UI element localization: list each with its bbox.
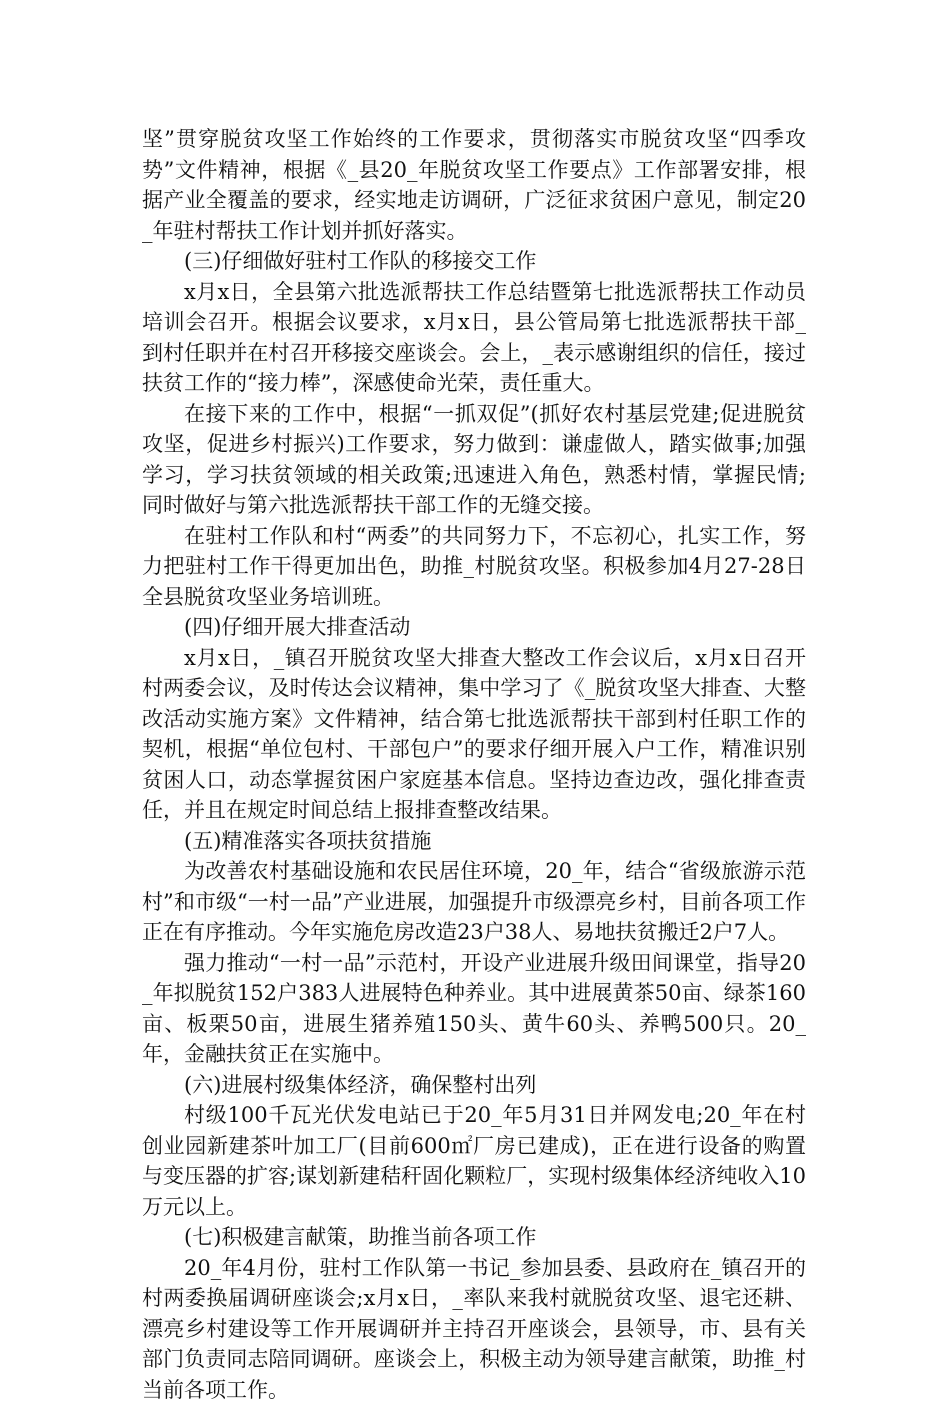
- paragraph-work-requirements: 在接下来的工作中，根据“一抓双促”(抓好农村基层党建;促进脱贫攻坚，促进乡村振兴)工作要求，努力做到：谦虚做人，踏实做事;加强学习，学习扶贫领域的相关政策;迅速进入角色，熟悉村情，掌握民情;同时做好与第六批选派帮扶干部工作的无缝交接。: [142, 399, 806, 521]
- section-heading-7: (七)积极建言献策，助推当前各项工作: [142, 1222, 806, 1253]
- paragraph-one-village-one-product: 强力推动“一村一品”示范村，开设产业进展升级田间课堂，指导20_年拟脱贫152户383人进展特色种养业。其中进展黄茶50亩、绿茶160亩、板栗50亩，进展生猪养殖150头、黄牛60头、养鸭500只。20_年，金融扶贫正在实施中。: [142, 948, 806, 1070]
- section-heading-4: (四)仔细开展大排查活动: [142, 612, 806, 643]
- section-heading-6: (六)进展村级集体经济，确保整村出列: [142, 1070, 806, 1101]
- section-heading-3: (三)仔细做好驻村工作队的移接交工作: [142, 246, 806, 277]
- section-heading-5: (五)精准落实各项扶贫措施: [142, 826, 806, 857]
- paragraph-collective-economy: 村级100千瓦光伏发电站已于20_年5月31日并网发电;20_年在村创业园新建茶叶加工厂(目前600㎡厂房已建成)，正在进行设备的购置与变压器的扩容;谋划新建秸秆固化颗粒厂，实现村级集体经济纯收入10万元以上。: [142, 1100, 806, 1222]
- document-body: [142, 124, 806, 1405]
- paragraph-infrastructure: 为改善农村基础设施和农民居住环境，20_年，结合“省级旅游示范村”和市级“一村一品”产业进展，加强提升市级漂亮乡村，目前各项工作正在有序推动。今年实施危房改造23户38人、易地扶贫搬迁2户7人。: [142, 856, 806, 948]
- paragraph-intro-continued: 坚”贯穿脱贫攻坚工作始终的工作要求，贯彻落实市脱贫攻坚“四季攻势”文件精神，根据《_县20_年脱贫攻坚工作要点》工作部署安排，根据产业全覆盖的要求，经实地走访调研，广泛征求贫困户意见，制定20_年驻村帮扶工作计划并抓好落实。: [142, 124, 806, 246]
- paragraph-investigation: x月x日，_镇召开脱贫攻坚大排查大整改工作会议后，x月x日召开村两委会议，及时传达会议精神，集中学习了《_脱贫攻坚大排查、大整改活动实施方案》文件精神，结合第七批选派帮扶干部到村任职工作的契机，根据“单位包村、干部包户”的要求仔细开展入户工作，精准识别贫困人口，动态掌握贫困户家庭基本信息。坚持边查边改，强化排查责任，并且在规定时间总结上报排查整改结果。: [142, 643, 806, 826]
- paragraph-suggestions: 20_年4月份，驻村工作队第一书记_参加县委、县政府在_镇召开的村两委换届调研座谈会;x月x日，_率队来我村就脱贫攻坚、退宅还耕、漂亮乡村建设等工作开展调研并主持召开座谈会，县领导，市、县有关部门负责同志陪同调研。座谈会上，积极主动为领导建言献策，助推_村当前各项工作。: [142, 1253, 806, 1405]
- paragraph-handover-meeting: x月x日，全县第六批选派帮扶工作总结暨第七批选派帮扶工作动员培训会召开。根据会议要求，x月x日，县公管局第七批选派帮扶干部_到村任职并在村召开移接交座谈会。会上，_表示感谢组织的信任，接过扶贫工作的“接力棒”，深感使命光荣，责任重大。: [142, 277, 806, 399]
- paragraph-joint-effort: 在驻村工作队和村“两委”的共同努力下，不忘初心，扎实工作，努力把驻村工作干得更加出色，助推_村脱贫攻坚。积极参加4月27-28日全县脱贫攻坚业务培训班。: [142, 521, 806, 613]
